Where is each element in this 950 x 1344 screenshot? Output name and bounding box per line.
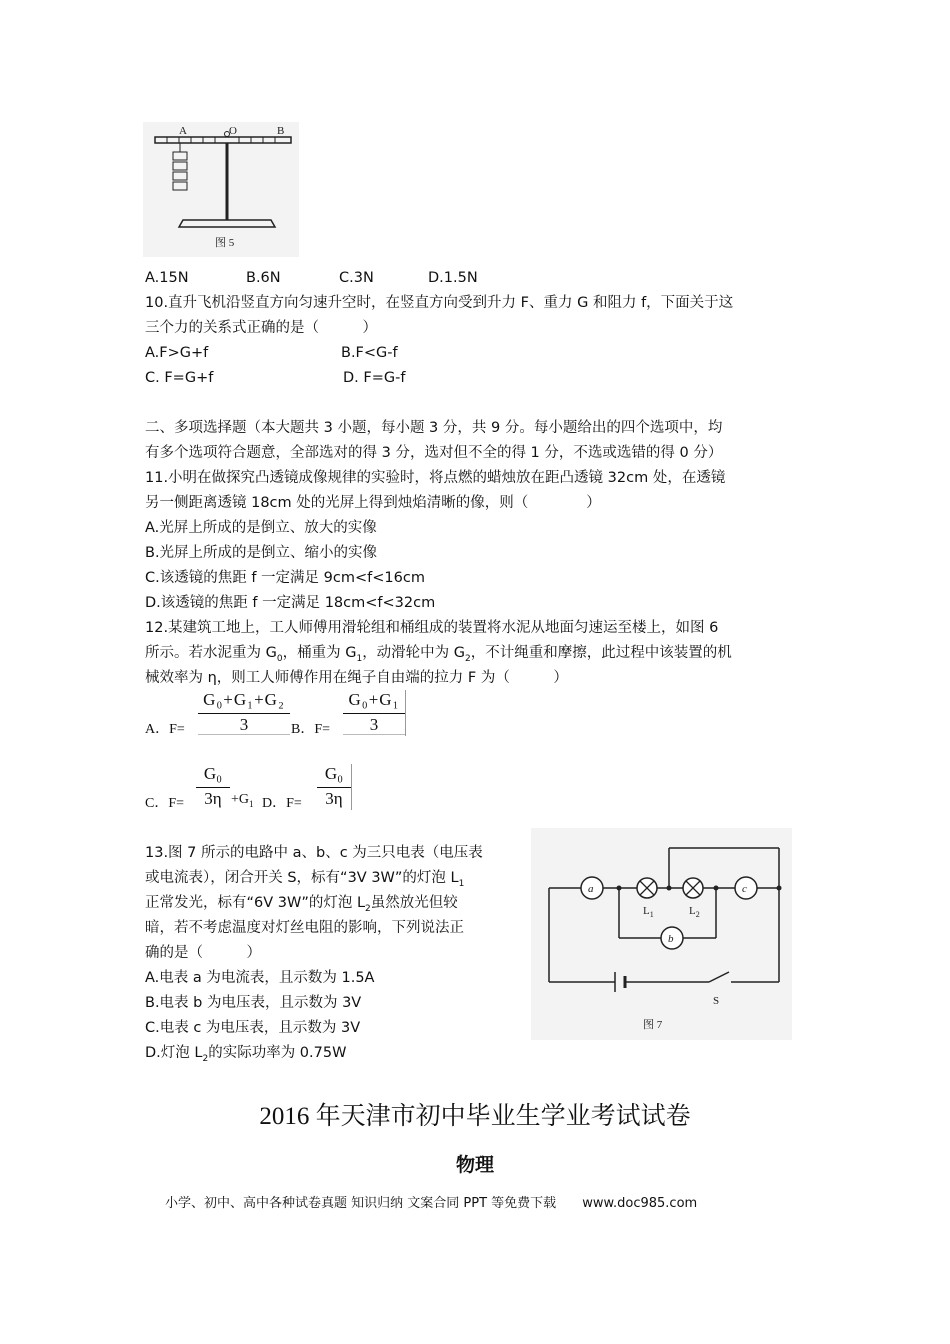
q9-option-a: A.15N (145, 270, 189, 286)
q11-option-c: C.该透镜的焦距 f 一定满足 9cm<f<16cm (145, 570, 425, 586)
section2-line-1: 二、多项选择题（本大题共 3 小题，每小题 3 分，共 9 分。每小题给出的四个选项中，均 (145, 420, 723, 436)
q12-option-d-denominator: 3η (325, 789, 343, 808)
q12-option-a-bar (198, 713, 290, 714)
footer-url[interactable]: www.doc985.com (582, 1196, 698, 1211)
q12-option-a-numerator: G₀+G₁+G₂ (203, 690, 285, 709)
q13-line-5: 确的是（ ） (145, 945, 261, 961)
fig7-caption: 图 7 (643, 1019, 663, 1031)
q12-line-2: 所示。若水泥重为 $G_0$，桶重为 $G_1$，动滑轮中为 $G_2$，不计绳重和摩擦，此过程中该装置的机 (145, 645, 732, 664)
section2-line-2: 有多个选项符合题意，全部选对的得 3 分，选对但不全的得 1 分，不选或选错的得 0 分） (145, 445, 723, 461)
q13-option-c: C.电表 c 为电压表，且示数为 3V (145, 1020, 361, 1036)
q12-option-b-prefix: B．F= (291, 722, 331, 737)
q12-line-3: 械效率为 η，则工人师傅作用在绳子自由端的拉力 F 为（ ） (145, 670, 568, 686)
q10-line-2: 三个力的关系式正确的是（ ） (145, 320, 377, 336)
circuit-diagram (531, 828, 792, 1040)
lever-diagram (143, 122, 299, 257)
q12-option-b-numerator: G₀+G₁ (348, 690, 400, 709)
q12-option-d-numerator: G₀ (324, 764, 344, 783)
figure-5 (143, 122, 299, 257)
q13-line-1: 13.图 7 所示的电路中 a、b、c 为三只电表（电压表 (145, 845, 483, 861)
q12-option-b-denominator: 3 (369, 715, 379, 734)
subject-title: 物理 (455, 1154, 494, 1176)
q10-option-c: C. F=G+f (145, 370, 214, 386)
q12-option-c-suffix: $+G_1$ (231, 792, 254, 809)
q12-option-a-fraction (198, 690, 290, 736)
switch-s-label: S (713, 995, 720, 1007)
q10-option-b: B.F<G-f (341, 345, 398, 361)
q11-option-d: D.该透镜的焦距 f 一定满足 18cm<f<32cm (145, 595, 436, 611)
q12-option-c-bar (196, 787, 230, 788)
q9-option-b: B.6N (246, 270, 281, 286)
q10-option-d: D. F=G-f (343, 370, 406, 386)
q13-line-3: 正常发光，标有“6V 3W”的灯泡 $L_2$虽然放光但较 (145, 895, 458, 914)
q12-option-b-fraction (343, 690, 406, 736)
q12-line-1: 12.某建筑工地上，工人师傅用滑轮组和桶组成的装置将水泥从地面匀速运至楼上，如图 6 (145, 620, 719, 636)
lamp-l1-label: $L_1$ (643, 905, 654, 919)
q11-option-a: A.光屏上所成的是倒立、放大的实像 (145, 520, 377, 536)
q12-option-c-denominator: 3η (204, 789, 222, 808)
q13-line-4: 暗，若不考虑温度对灯丝电阻的影响，下列说法正 (145, 920, 464, 936)
q12-option-d-bar (317, 787, 351, 788)
q13-option-b: B.电表 b 为电压表，且示数为 3V (145, 995, 362, 1011)
q13-option-d: D.灯泡 $L_2$的实际功率为 0.75W (145, 1045, 347, 1064)
fig5-label-b: B (277, 125, 285, 137)
q11-line-1: 11.小明在做探究凸透镜成像规律的实验时，将点燃的蜡烛放在距凸透镜 32cm 处，在透镜 (145, 470, 726, 486)
meter-c-label: c (742, 883, 747, 895)
q12-option-c-numerator: G₀ (203, 764, 223, 783)
meter-b-label: b (668, 933, 674, 945)
lamp-l2-label: $L_2$ (689, 905, 700, 919)
q10-option-a: A.F>G+f (145, 345, 209, 361)
q12-option-b-bar (343, 713, 405, 714)
q12-option-c-fraction (196, 764, 230, 810)
q13-option-a: A.电表 a 为电流表，且示数为 1.5A (145, 970, 375, 986)
q11-line-2: 另一侧距离透镜 18cm 处的光屏上得到烛焰清晰的像，则（ ） (145, 495, 601, 511)
q13-line-2: 或电流表），闭合开关 S，标有“3V 3W”的灯泡 $L_1$ (145, 870, 465, 889)
fig5-label-o: O (229, 125, 237, 137)
q12-option-c-prefix: C．F= (145, 796, 185, 811)
exam-title: 2016 年天津市初中毕业生学业考试试卷 (259, 1103, 691, 1130)
q9-option-d: D.1.5N (428, 270, 478, 286)
q12-option-d-fraction (317, 764, 352, 810)
fig5-caption: 图 5 (215, 237, 235, 249)
q12-option-a-prefix: A．F= (145, 722, 185, 737)
q12-option-a-denominator: 3 (239, 715, 249, 734)
fig5-label-a: A (179, 125, 187, 137)
q10-line-1: 10.直升飞机沿竖直方向匀速升空时，在竖直方向受到升力 F、重力 G 和阻力 f，下面关于这 (145, 295, 734, 311)
meter-a-label: a (588, 883, 594, 895)
q9-option-c: C.3N (339, 270, 374, 286)
figure-7 (531, 828, 792, 1040)
footer-note: 小学、初中、高中各种试卷真题 知识归纳 文案合同 PPT 等免费下载 www.doc985.com (165, 1196, 698, 1211)
q12-option-d-prefix: D．F= (262, 796, 302, 811)
q11-option-b: B.光屏上所成的是倒立、缩小的实像 (145, 545, 378, 561)
